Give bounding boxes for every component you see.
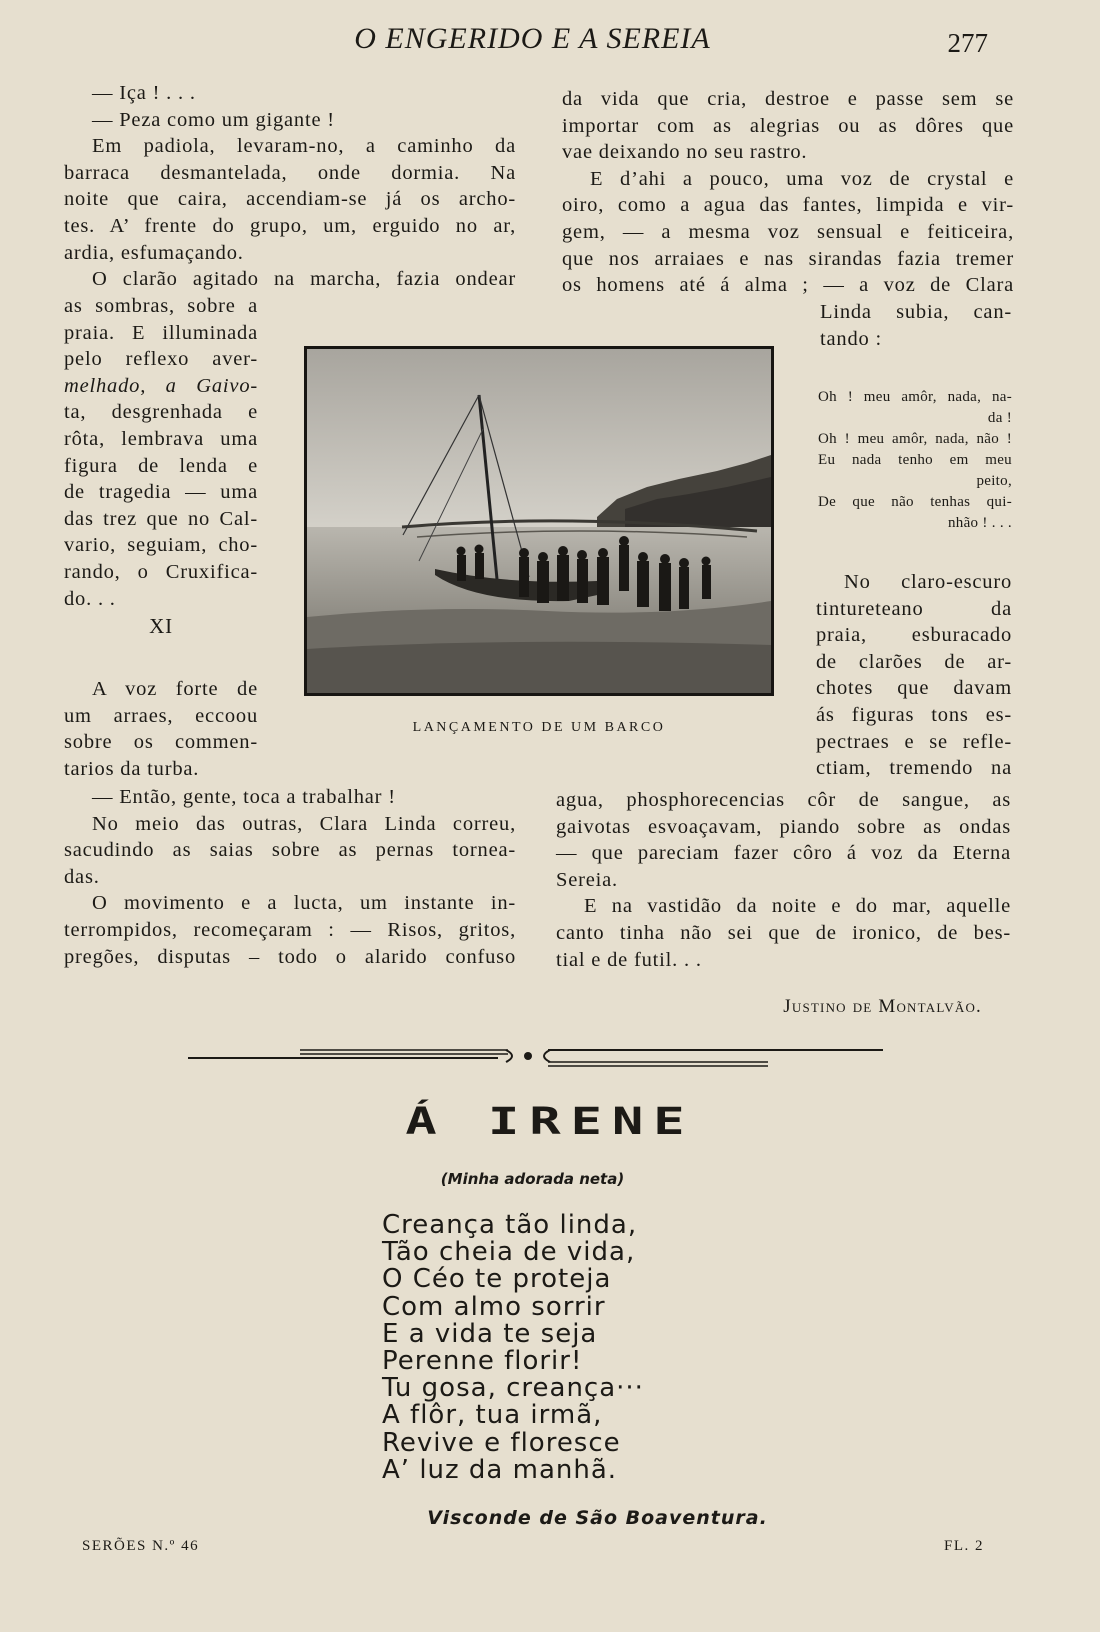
right-column-wrap — [820, 299, 1012, 352]
right-column-top — [562, 86, 1014, 299]
text-line: E na vastidão da noite e do mar, aquelle — [584, 895, 1011, 918]
text-line: de clarões de ar- — [816, 650, 1012, 673]
text-line: melhado, a Gaivo- — [64, 374, 258, 397]
text-line: tintureteano da — [816, 597, 1012, 620]
poem-line: Revive e floresce — [382, 1427, 621, 1458]
song-line: peito, — [976, 473, 1012, 489]
text-line: figura de lenda e — [64, 454, 258, 477]
text-line: os homens até á alma ; — a voz de Clara — [562, 274, 1014, 297]
poem-subtitle: (Minha adorada neta) — [440, 1170, 625, 1188]
text-line: da vida que cria, destroe e passe sem se — [562, 88, 1014, 110]
text-line: — que pareciam fazer côro á voz da Eterna — [556, 842, 1011, 865]
text-line: agua, phosphorecencias côr de sangue, as — [556, 789, 1011, 811]
text-line: No claro-escuro — [844, 571, 1012, 593]
text-line: ardia, esfumaçando. — [64, 241, 244, 264]
footer-sheet: FL. 2 — [943, 1538, 984, 1554]
text-line: gaivotas esvoaçavam, piando sobre as ondas — [556, 815, 1011, 838]
text-line: vae deixando no seu rastro. — [562, 141, 808, 164]
footer-issue: SERÕES N.º 46 — [82, 1538, 200, 1554]
left-column-bottom — [64, 784, 516, 970]
poem-line: Tu gosa, creança··· — [382, 1373, 644, 1404]
text-line: O clarão agitado na marcha, fazia ondear — [92, 268, 516, 291]
poem-body — [382, 1212, 644, 1484]
text-line: No meio das outras, Clara Linda correu, — [92, 812, 516, 835]
song-verse — [818, 387, 1012, 534]
text-line: terrompidos, recomeçaram : — Risos, gritos, — [64, 918, 516, 941]
text-line: ás figuras tons es- — [816, 703, 1012, 726]
text-line: tes. A’ frente do grupo, um, erguido no ar, — [64, 214, 516, 237]
poem-line: O Céo te proteja — [382, 1264, 612, 1295]
text-line: — Peza como um gigante ! — [92, 108, 335, 131]
left-column-wrap-2 — [64, 676, 258, 782]
text-line: pregões, disputas – todo o alarido confuso — [64, 945, 516, 968]
text-line: chotes que davam — [816, 677, 1012, 700]
text-line: sobre os commen- — [64, 731, 258, 754]
text-line: que nos arraiaes e nas sirandas fazia tremer — [562, 247, 1014, 270]
text-line: O movimento e a lucta, um instante in- — [92, 892, 516, 915]
text-line: gem, — a mesma voz sensual e feiticeira, — [562, 220, 1014, 243]
text-line: vario, seguiam, cho- — [64, 534, 258, 557]
text-line: das. — [64, 865, 100, 888]
text-line: tarios da turba. — [64, 757, 200, 780]
left-column-top — [64, 80, 516, 293]
song-line: Eu nada tenho em meu — [818, 452, 1012, 468]
text-line: Linda subia, can- — [820, 301, 1012, 323]
boat-launch-illustration — [307, 349, 771, 693]
text-line: sacudindo as saias sobre as pernas tornea- — [64, 839, 516, 862]
song-line: Oh ! meu amôr, nada, não ! — [818, 431, 1012, 447]
boat-launch-photo — [304, 346, 774, 696]
text-line: importar com as alegrias ou as dôres que — [562, 114, 1014, 137]
text-line: das trez que no Cal- — [64, 507, 258, 530]
section-divider-ornament — [188, 1040, 883, 1070]
page-number: 277 — [947, 28, 988, 58]
text-line: rando, o Cruxifica- — [64, 560, 258, 583]
section-number: XI — [149, 614, 173, 639]
text-line: Em padiola, levaram-no, a caminho da — [92, 135, 516, 158]
poem-line: Com almo sorrir — [382, 1291, 606, 1322]
poem-line: Creança tão linda, — [382, 1210, 638, 1240]
text-line: tando : — [820, 327, 882, 350]
text-line: rôta, lembrava uma — [64, 427, 258, 450]
running-title: O ENGERIDO E A SEREIA — [354, 22, 711, 55]
poem-title: Á IRENE — [405, 1100, 695, 1144]
song-line: Oh ! meu amôr, nada, na- — [818, 389, 1012, 405]
text-line: praia, esburacado — [816, 624, 1012, 647]
poem-line: A flôr, tua irmã, — [382, 1400, 603, 1431]
text-line: pelo reflexo aver- — [64, 348, 258, 371]
poem-line: E a vida te seja — [382, 1318, 598, 1349]
poem-line: A’ luz da manhã. — [382, 1454, 618, 1485]
song-line: da ! — [987, 410, 1012, 426]
text-line: praia. E illuminada — [64, 321, 258, 344]
text-line: — Iça ! . . . — [92, 82, 196, 104]
right-column-wrap-2 — [816, 569, 1012, 782]
text-line: oiro, como a agua das fantes, limpida e vir- — [562, 194, 1014, 217]
text-line: do. . . — [64, 587, 116, 610]
photo-caption: LANÇAMENTO DE UM BARCO — [412, 720, 666, 735]
text-line: E d’ahi a pouco, uma voz de crystal e — [590, 167, 1014, 190]
text-line: ctiam, tremendo na — [816, 757, 1012, 780]
text-line: Sereia. — [556, 868, 618, 891]
article-signature: Justino de Montalvão. — [783, 996, 982, 1017]
poem-line: Perenne florir! — [382, 1346, 583, 1377]
text-line: tial e de futil. . . — [556, 948, 702, 971]
text-line: — Então, gente, toca a trabalhar ! — [92, 786, 396, 808]
text-line: A voz forte de — [92, 678, 258, 700]
song-line: De que não tenhas qui- — [818, 494, 1012, 510]
text-line: noite que caira, accendiam-se já os archo- — [64, 188, 516, 211]
left-column-wrap — [64, 293, 258, 640]
text-line: um arraes, eccoou — [64, 704, 258, 727]
song-line: nhão ! . . . — [947, 515, 1012, 531]
text-line: pectraes e se refle- — [816, 730, 1012, 753]
poem-line: Tão cheia de vida, — [382, 1237, 636, 1268]
poem-author: Visconde de São Boaventura. — [427, 1507, 768, 1529]
right-column-bottom — [556, 787, 1011, 973]
text-line: as sombras, sobre a — [64, 295, 258, 317]
text-line: barraca desmantelada, onde dormia. Na — [64, 161, 516, 184]
text-line: canto tinha não sei que de ironico, de bes- — [556, 921, 1011, 944]
text-line: de tragedia — uma — [64, 481, 258, 504]
text-line: ta, desgrenhada e — [64, 401, 258, 424]
